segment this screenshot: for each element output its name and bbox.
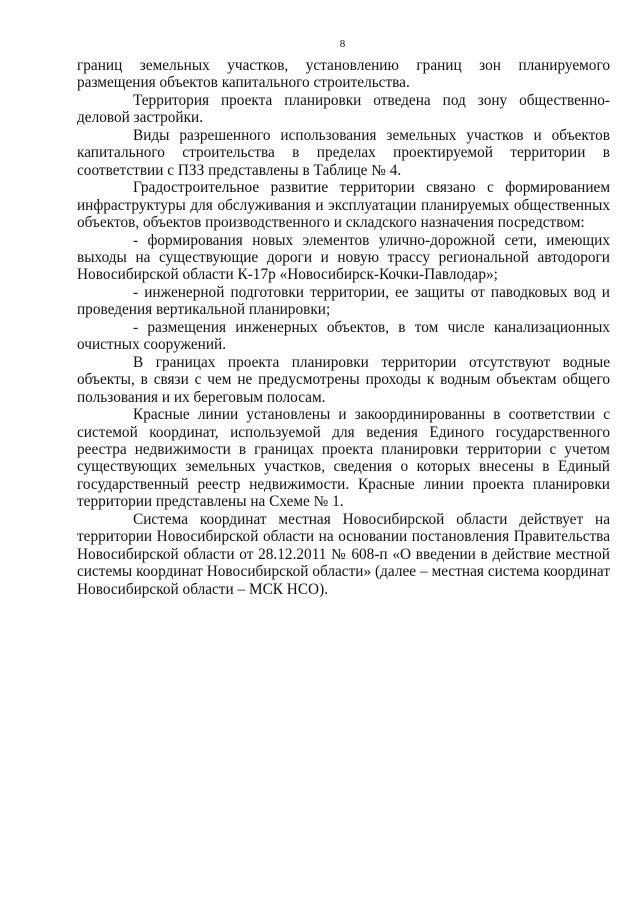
document-body <box>77 57 610 598</box>
paragraph-urban-development: Градостроительное развитие территории связано с формированием инфраструктуры для обслуживания и эксплуатации планируемых общественных объектов, объектов производственного и складского назначения посредством: <box>77 179 610 232</box>
page-number: 8 <box>339 38 346 50</box>
list-item-road-network: - формирования новых элементов улично-дорожной сети, имеющих выходы на существующие дороги и новую трассу региональной автодороги Новосибирской области К-17р «Новосибирск-Кочки-Павлодар»; <box>77 231 610 284</box>
paragraph-water-objects: В границах проекта планировки территории отсутствуют водные объекты, в связи с чем не предусмотрены проходы к водным объектам общего пользования и их береговым полосам. <box>77 353 610 406</box>
list-item-engineering-preparation: - инженерной подготовки территории, ее защиты от паводковых вод и проведения вертикальной планировки; <box>77 283 610 319</box>
paragraph-permitted-use: Виды разрешенного использования земельных участков и объектов капитального строительства в пределах проектируемой территории в соответствии с ПЗЗ представлены в Таблице № 4. <box>77 126 610 179</box>
paragraph-continuation: границ земельных участков, установлению границ зон планируемого размещения объектов капитального строительства. <box>77 57 610 92</box>
paragraph-red-lines: Красные линии установлены и закоординированны в соответствии с системой координат, используемой для ведения Единого государственного реестра недвижимости в границах проекта планировки территории с учетом существующих земельных участков, сведения о которых внесены в Единый государственный реестр недвижимости. Красные линии проекта планировки территории представлены на Схеме № 1. <box>77 406 610 511</box>
paragraph-coordinate-system: Система координат местная Новосибирской области действует на территории Новосибирской области на основании постановления Правительства Новосибирской области от 28.12.2011 № 608-п «О введении в действие местной системы координат Новосибирской области» (далее – местная система координат Новосибирской области – МСК НСО). <box>77 510 610 598</box>
paragraph-territory-zone: Территория проекта планировки отведена под зону общественно-деловой застройки. <box>77 91 610 127</box>
list-item-engineering-objects: - размещения инженерных объектов, в том числе канализационных очистных сооружений. <box>77 318 610 354</box>
